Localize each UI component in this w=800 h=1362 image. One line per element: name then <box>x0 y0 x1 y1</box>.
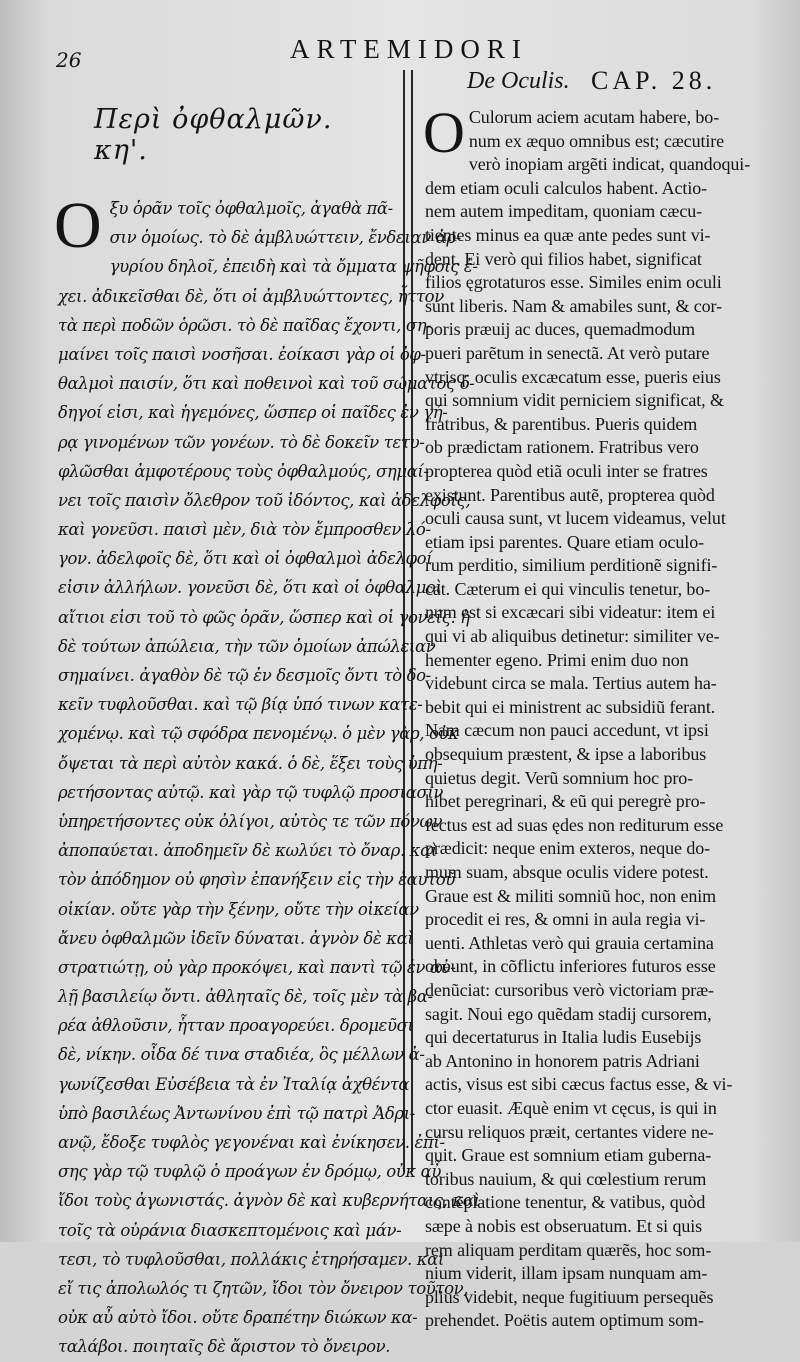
text-line: ανῷ, ἔδοξε τυφλὸς γεγονέναι καὶ ἐνίκησεν. ἐπί- <box>58 1133 445 1152</box>
text-line: num est si excæcari sibi videatur: item ei <box>425 602 716 623</box>
greek-column <box>54 90 480 1362</box>
text-line: verò inopiam argẽti indicat, quandoqui- <box>468 154 751 175</box>
text-line: fectus est ad suas ędes non rediturum esse <box>425 814 724 835</box>
latin-lines <box>423 100 779 1333</box>
text-line: cat. Cæterum ei qui vinculis tenetur, bo- <box>425 578 711 599</box>
text-line: λῇ βασιλείῳ ὄντι. ἀθληταῖς δὲ, τοῖς μὲν τὰ βα- <box>58 987 433 1007</box>
text-line: sæpe à nobis est obseruatum. Et si quis <box>425 1215 703 1236</box>
text-line: ἴδοι τοὺς ἀγωνιστάς. ἀγνὸν δὲ καὶ κυβερνήταις, καὶ <box>58 1191 480 1211</box>
text-line: Graue est & militi somniũ hoc, non enim <box>425 885 717 906</box>
text-line: propterea quòd etiã oculi inter se fratres <box>425 460 708 481</box>
text-line: τεσι, τὸ τυφλοῦσθαι, πολλάκις ἐτηρήσαμεν. καὶ <box>58 1249 444 1269</box>
text-line: nium viderit, illam ipsam nunquam am- <box>425 1263 708 1284</box>
text-line: ταλάβοι. ποιηταῖς δὲ ἄριστον τὸ ὄνειρον. <box>58 1337 391 1357</box>
text-line: obeunt, in cõflictu inferiores futuros esse <box>425 956 716 977</box>
text-line: Culorum aciem acutam habere, bo- <box>468 107 720 127</box>
text-line: μαίνει τοῖς παισὶ νοσῆσαι. ἐοίκασι γὰρ οἱ ὀφ- <box>58 344 426 364</box>
text-line: ρᾳ γινομένων τῶν γονέων. τὸ δὲ δοκεῖν τετυ- <box>58 432 425 452</box>
text-line: qui decertaturus in Italia ludis Eusebijs <box>425 1027 702 1048</box>
text-line: ἄνευ ὀφθαλμῶν ἰδεῖν δύναται. ἀγνὸν δὲ καὶ <box>58 928 414 948</box>
text-line: fratribus, & parentibus. Pueris quidem <box>425 413 698 434</box>
text-line: mum suam, absque oculis videre potest. <box>425 862 709 882</box>
text-line: toribus nauium, & qui cœlestium rerum <box>425 1168 707 1189</box>
text-line: ὑπηρετήσοντες οὐκ ὀλίγοι, αὐτὸς τε τῶν πόνων <box>58 811 443 831</box>
text-line: sunt liberis. Nam & amabiles sunt, & cor- <box>425 295 722 316</box>
text-line: rem aliquam perditam quærẽs, hoc som- <box>425 1239 712 1260</box>
text-line: sagit. Noui ego quẽdam stadij cursorem, <box>425 1003 712 1024</box>
text-line: pueri parẽtum in senectã. At verò putare <box>425 342 710 363</box>
latin-chapter-title: De Oculis. <box>467 68 570 94</box>
text-line: κεῖν τυφλοῦσθαι. καὶ τῷ βίᾳ ὑπό τινων κατε- <box>58 695 423 715</box>
text-line: videbunt circa se mala. Tertius autem ha- <box>425 673 717 694</box>
text-line: rum perditio, similium perditionẽ signifi- <box>425 555 718 576</box>
text-line: obsequium præstent, & ipse a laboribus <box>425 744 707 765</box>
text-line: ὑπὸ βασιλέως Ἀντωνίνου ἐπὶ τῷ πατρὶ Ἀδρι- <box>58 1103 415 1123</box>
text-line: γον. ἀδελφοῖς δὲ, ὅτι καὶ οἱ ὀφθαλμοὶ ἀδελφοί <box>58 549 433 569</box>
text-line: qui vi ab aliquibus detinetur: similiter ve- <box>425 626 720 647</box>
greek-lines <box>58 194 480 1362</box>
greek-dropcap: Ο <box>54 189 102 262</box>
text-line: φλῶσθαι ἀμφοτέρους τοὺς ὀφθαλμούς, σημαί- <box>58 461 429 481</box>
text-line: num ex æquo omnibus est; cæcutire <box>468 130 725 151</box>
text-line: σιν ὁμοίως. τὸ δὲ ἀμβλυώττειν, ἔνδειαν ἀρ- <box>109 228 461 248</box>
text-line: τὰ περὶ ποδῶν ὁρῶσι. τὸ δὲ παῖδας ἔχοντι, ση- <box>58 315 432 335</box>
text-line: χει. ἀδικεῖσθαι δὲ, ὅτι οἱ ἀμβλυώττοντες, ἧττον <box>58 286 444 306</box>
text-line: actis, visus est sibi cæcus factus esse, & vi- <box>425 1074 733 1095</box>
text-line: vtrisq; oculis excæcatum esse, pueris eius <box>425 366 721 387</box>
text-line: δὲ, νίκην. οἶδα δέ τινα σταδιέα, ὃς μέλλων ἀ- <box>58 1045 425 1065</box>
text-line: ὄψεται τὰ περὶ αὐτὸν κακά. ὁ δὲ, ἕξει τοὺς ὑπη- <box>58 753 443 773</box>
text-line: dem etiam oculi calculos habent. Actio- <box>425 177 708 198</box>
text-line: hementer egeno. Primi enim duo non <box>425 649 689 670</box>
text-line: prehendet. Poëtis autem optimum som- <box>425 1310 704 1331</box>
greek-text <box>54 189 480 1362</box>
text-line: εἴ τις ἀπολωλός τι ζητῶν, ἴδοι τὸν ὄνειρον τοῦτον, <box>58 1278 469 1298</box>
text-line: οὐκ αὖ αὐτὸ ἴδοι. οὔτε δραπέτην διώκων κα- <box>58 1308 418 1328</box>
text-line: ctor euasit. Æquè enim vt cęcus, is qui in <box>425 1097 717 1118</box>
text-line: εἰσιν ἀλλήλων. γονεῦσι δὲ, ὅτι καὶ οἱ ὀφθαλμοὶ <box>58 578 442 598</box>
text-line: χομένῳ. καὶ τῷ σφόδρα πενομένῳ. ὁ μὲν γὰρ, οὐκ <box>58 724 459 744</box>
text-line: δηγοί εἰσι, καὶ ἡγεμόνες, ὥσπερ οἱ παῖδες ἐν γή- <box>58 403 448 423</box>
latin-chapter-heading <box>425 66 779 106</box>
text-line: bebit qui ei ministrent ac subsidiũ ferant. <box>425 696 716 717</box>
text-line: poris præuij ac duces, quemadmodum <box>425 319 696 340</box>
text-line: ἀποπαύεται. ἀποδημεῖν δὲ κωλύει τὸ ὄναρ. καὶ <box>58 841 437 861</box>
text-line: γυρίου δηλοῖ, ἐπειδὴ καὶ τὰ ὄμματα ψῆφοις ἐ- <box>109 257 478 277</box>
text-line: γωνίζεσθαι Εὐσέβεια τὰ ἐν Ἰταλίᾳ ἀχθέντα <box>58 1074 410 1094</box>
text-line: existunt. Parentibus autẽ, propterea quòd <box>425 484 715 505</box>
text-line: nem autem impeditam, quoniam cæcu- <box>425 201 703 222</box>
text-line: τοῖς τὰ οὐράνια διασκεπτομένοις καὶ μάν- <box>58 1220 402 1240</box>
text-line: tientes minus ea quæ ante pedes sunt vi- <box>425 224 711 245</box>
running-head: ARTEMIDORI <box>290 34 528 64</box>
greek-chapter-heading: Περὶ ὀφθαλμῶν. κη'. <box>94 104 333 166</box>
text-line: νει τοῖς παισὶν ὄλεθρον τοῦ ἰδόντος, καὶ ἀδελφοῖς, <box>58 490 471 510</box>
text-line: καὶ γονεῦσι. παισὶ μὲν, διὰ τὸν ἔμπροσθεν λό- <box>58 520 431 540</box>
latin-text <box>423 100 779 1333</box>
text-line: στρατιώτῃ, οὐ γὰρ προκόψει, καὶ παντὶ τῷ ἐν αὐ- <box>58 957 456 977</box>
text-line: dent. Ei verò qui filios habet, significat <box>425 248 702 269</box>
text-line: qui somnium vidit perniciem significat, & <box>425 390 724 411</box>
text-line: quietus degit. Verũ somnium hoc pro- <box>425 767 694 788</box>
text-line: filios ęgrotaturos esse. Similes enim oculi <box>425 272 722 293</box>
text-line: ab Antonino in honorem patris Adriani <box>425 1050 700 1071</box>
text-line: ρετήσοντας αὐτῷ. καὶ γὰρ τῷ τυφλῷ προσιασιν <box>58 782 444 802</box>
text-line: oculi causa sunt, vt lucem videamus, velut <box>425 508 726 529</box>
text-line: αἴτιοι εἰσι τοῦ τὸ φῶς ὁρᾶν, ὥσπερ καὶ οἱ γονεῖς. ἡ <box>58 607 470 627</box>
text-line: hibet peregrinari, & eũ qui peregrè pro- <box>425 791 706 812</box>
latin-dropcap: O <box>423 100 465 165</box>
text-line: quit. Graue est somnium etiam guberna- <box>425 1145 712 1166</box>
text-line: τὸν ἀπόδημον οὐ φησὶν ἐπανήξειν εἰς τὴν ἑαυτοῦ <box>58 870 455 890</box>
text-line: οἰκίαν. οὔτε γὰρ τὴν ξένην, οὔτε τὴν οἰκείαν <box>58 899 419 919</box>
text-line: θαλμοὶ παισίν, ὅτι καὶ ποθεινοὶ καὶ τοῦ σώματος ὁ- <box>58 374 475 394</box>
page-number: 26 <box>56 48 82 72</box>
text-line: contẽplatione tenentur, & vatibus, quòd <box>425 1192 706 1213</box>
latin-chapter-number: CAP. 28. <box>591 66 717 95</box>
text-line: σημαίνει. ἀγαθὸν δὲ τῷ ἐν δεσμοῖς ὄντι τὸ δο- <box>58 666 431 685</box>
text-line: etiam ipsi parentes. Quare etiam oculo- <box>425 531 704 552</box>
text-line: δὲ τούτων ἀπώλεια, τὴν τῶν ὁμοίων ἀπώλειαν <box>58 636 436 656</box>
text-line: denũciat: cursoribus verò victoriam præ- <box>425 979 714 1000</box>
latin-column <box>425 66 779 1333</box>
text-line: prædicit: neque enim exteros, neque do- <box>425 838 711 859</box>
text-line: ob prædictam rationem. Fratribus vero <box>425 437 699 458</box>
text-line: plius videbit, neque fugitiuum persequẽs <box>425 1286 714 1307</box>
text-line: Nam cæcum non pauci accedunt, vt ipsi <box>425 720 709 741</box>
text-line: uenti. Athletas verò qui grauia certamina <box>425 932 714 953</box>
text-line: cursu reliquos præit, certantes videre ne- <box>425 1121 714 1142</box>
text-line: ξυ ὁρᾶν τοῖς ὀφθαλμοῖς, ἀγαθὰ πᾶ- <box>109 199 393 218</box>
text-line: σης γὰρ τῷ τυφλῷ ὁ προάγων ἐν δρόμῳ, οὐκ αὖ <box>58 1162 442 1182</box>
text-line: procedit ei res, & omni in aula regia vi- <box>425 909 706 930</box>
text-line: ρέα ἀθλοῦσιν, ἧτταν προαγορεύει. δρομεῦσι <box>58 1016 414 1036</box>
